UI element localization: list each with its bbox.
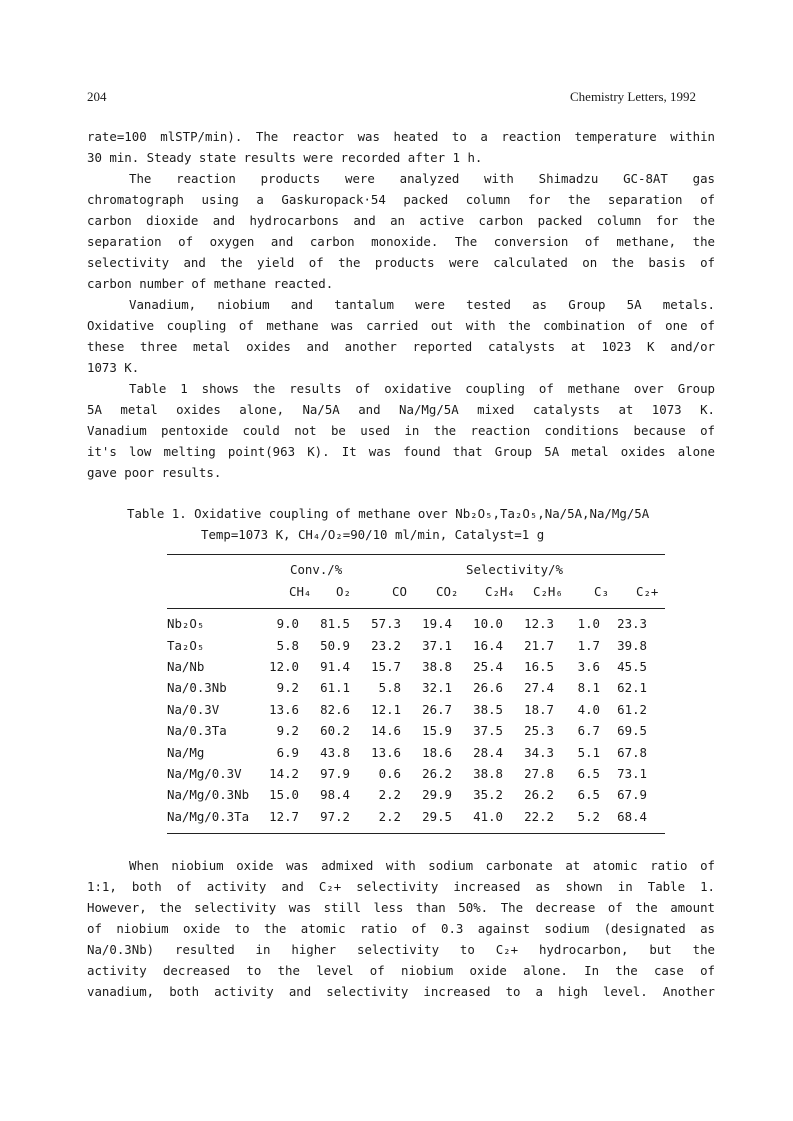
table-row [167,677,647,698]
page-number: 204 [87,89,107,104]
paragraph-2 [87,168,715,294]
text-line: carbon number of methane reacted. [87,276,334,291]
column-header: C₃ [594,584,609,599]
column-header: CO [392,584,407,599]
table-cell: 9.2 [276,680,299,696]
journal-title: Chemistry Letters, 1992 [570,89,697,104]
selectivity-group-header: Selectivity/% [466,562,563,577]
column-header: O₂ [336,584,351,599]
catalyst-name: Na/0.3Ta [167,723,227,739]
table-cell: 27.8 [524,765,554,781]
table-cell: 32.1 [422,680,452,696]
table-cell: 5.8 [378,680,401,696]
table-cell: 38.8 [422,658,452,674]
table-cell: 41.0 [473,808,503,824]
catalyst-name: Na/Mg [167,744,205,760]
table-cell: 37.1 [422,637,452,653]
table-row [167,613,647,634]
table-cell: 3.6 [577,658,600,674]
table-cell: 6.5 [577,765,600,781]
catalyst-name: Na/Mg/0.3Nb [167,787,250,803]
table-cell: 9.2 [276,723,299,739]
table-cell: 19.4 [422,616,452,632]
table-cell: 6.5 [577,787,600,803]
table-cell: 5.8 [276,637,299,653]
table-cell: 26.2 [524,787,554,803]
table-cell: 12.7 [269,808,299,824]
text-line: it's low melting point(963 K). It was found that Group 5A metal oxides alone [87,444,715,459]
table-cell: 26.7 [422,701,452,717]
results-table [167,613,647,827]
paragraph-3 [87,294,715,378]
text-line: 1073 K. [87,360,140,375]
table-row [167,806,647,827]
table-cell: 60.2 [320,723,350,739]
table-cell: 62.1 [617,680,647,696]
table-row [167,656,647,677]
table-cell: 16.4 [473,637,503,653]
table-cell: 23.3 [617,616,647,632]
table-cell: 13.6 [269,701,299,717]
conversion-group-header: Conv./% [290,562,343,577]
catalyst-name: Na/Mg/0.3V [167,765,242,781]
text-line: Oxidative coupling of methane was carried out with the combination of one of [87,318,715,333]
table-cell: 98.4 [320,787,350,803]
text-line: activity decreased to the level of niobium oxide alone. In the case of [87,963,715,978]
text-line: selectivity and the yield of the products were calculated on the basis of [87,255,715,270]
table-row [167,784,647,805]
table-cell: 6.7 [577,723,600,739]
table-cell: 38.5 [473,701,503,717]
catalyst-name: Ta₂O₅ [167,637,205,653]
table-cell: 22.2 [524,808,554,824]
table-cell: 25.3 [524,723,554,739]
text-line: Vanadium pentoxide could not be used in the reaction conditions because of [87,423,715,438]
table-cell: 13.6 [371,744,401,760]
text-line: chromatograph using a Gaskuropack·54 packed column for the separation of [87,192,715,207]
table-cell: 25.4 [473,658,503,674]
catalyst-name: Na/Nb [167,658,205,674]
table-cell: 12.3 [524,616,554,632]
table-header-rule [167,608,665,609]
table-cell: 61.1 [320,680,350,696]
table-cell: 14.2 [269,765,299,781]
text-line: these three metal oxides and another reported catalysts at 1023 K and/or [87,339,715,354]
table-cell: 26.6 [473,680,503,696]
catalyst-name: Na/0.3Nb [167,680,227,696]
text-line: Na/0.3Nb) resulted in higher selectivity to C₂+ hydrocarbon, but the [87,942,715,957]
text-line: When niobium oxide was admixed with sodium carbonate at atomic ratio of [129,858,715,873]
text-line: The reaction products were analyzed with Shimadzu GC-8AT gas [129,171,715,186]
table-cell: 9.0 [276,616,299,632]
table-cell: 61.2 [617,701,647,717]
text-line: carbon dioxide and hydrocarbons and an active carbon packed column for the [87,213,715,228]
table-row [167,699,647,720]
table-bottom-rule [167,833,665,834]
table-cell: 38.8 [473,765,503,781]
table-top-rule [167,554,665,555]
paragraph-5 [87,855,715,1002]
catalyst-name: Na/Mg/0.3Ta [167,808,250,824]
table-cell: 39.8 [617,637,647,653]
text-line: 5A metal oxides alone, Na/5A and Na/Mg/5A mixed catalysts at 1073 K. [87,402,715,417]
table-cell: 69.5 [617,723,647,739]
table-cell: 27.4 [524,680,554,696]
table-cell: 18.6 [422,744,452,760]
table-cell: 15.7 [371,658,401,674]
table-row [167,634,647,655]
table-cell: 82.6 [320,701,350,717]
text-line: gave poor results. [87,465,222,480]
table-row [167,741,647,762]
table-cell: 8.1 [577,680,600,696]
table-cell: 18.7 [524,701,554,717]
table-cell: 14.6 [371,723,401,739]
table-cell: 67.9 [617,787,647,803]
table-cell: 0.6 [378,765,401,781]
table-row [167,763,647,784]
text-line: of niobium oxide to the atomic ratio of 0.3 against sodium (designated as [87,921,715,936]
table-cell: 4.0 [577,701,600,717]
table-cell: 16.5 [524,658,554,674]
table-cell: 67.8 [617,744,647,760]
column-header: C₂H₄ [485,584,515,599]
table-cell: 97.9 [320,765,350,781]
table-cell: 91.4 [320,658,350,674]
table-cell: 1.7 [577,637,600,653]
table-cell: 5.1 [577,744,600,760]
table-cell: 21.7 [524,637,554,653]
text-line: separation of oxygen and carbon monoxide. The conversion of methane, the [87,234,715,249]
table-row [167,720,647,741]
table-cell: 35.2 [473,787,503,803]
table-cell: 43.8 [320,744,350,760]
column-header: CH₄ [289,584,312,599]
table-cell: 2.2 [378,808,401,824]
table-cell: 34.3 [524,744,554,760]
table-cell: 12.1 [371,701,401,717]
table-cell: 5.2 [577,808,600,824]
column-header: CO₂ [436,584,459,599]
table-cell: 28.4 [473,744,503,760]
table-cell: 6.9 [276,744,299,760]
column-header: C₂+ [636,584,659,599]
table-cell: 73.1 [617,765,647,781]
table-cell: 81.5 [320,616,350,632]
table-cell: 15.0 [269,787,299,803]
table-cell: 10.0 [473,616,503,632]
table-conditions: Temp=1073 K, CH₄/O₂=90/10 ml/min, Catalyst=1 g [201,527,545,542]
table-cell: 57.3 [371,616,401,632]
text-line: However, the selectivity was still less than 50%. The decrease of the amount [87,900,715,915]
table-cell: 12.0 [269,658,299,674]
text-line: 30 min. Steady state results were recorded after 1 h. [87,150,483,165]
paragraph-1 [87,126,715,168]
table-cell: 37.5 [473,723,503,739]
table-cell: 23.2 [371,637,401,653]
table-cell: 29.5 [422,808,452,824]
column-header: C₂H₆ [533,584,563,599]
table-cell: 26.2 [422,765,452,781]
table-cell: 68.4 [617,808,647,824]
catalyst-name: Na/0.3V [167,701,220,717]
table-caption: Table 1. Oxidative coupling of methane over Nb₂O₅,Ta₂O₅,Na/5A,Na/Mg/5A [127,506,650,521]
catalyst-name: Nb₂O₅ [167,616,205,632]
table-cell: 2.2 [378,787,401,803]
text-line: Table 1 shows the results of oxidative coupling of methane over Group [129,381,715,396]
table-cell: 1.0 [577,616,600,632]
table-cell: 29.9 [422,787,452,803]
text-line: 1:1, both of activity and C₂+ selectivity increased as shown in Table 1. [87,879,715,894]
table-cell: 50.9 [320,637,350,653]
text-line: rate=100 mlSTP/min). The reactor was heated to a reaction temperature within [87,129,715,144]
text-line: vanadium, both activity and selectivity increased to a high level. Another [87,984,715,999]
table-cell: 45.5 [617,658,647,674]
text-line: Vanadium, niobium and tantalum were tested as Group 5A metals. [129,297,715,312]
table-cell: 97.2 [320,808,350,824]
paragraph-4 [87,378,715,483]
table-cell: 15.9 [422,723,452,739]
